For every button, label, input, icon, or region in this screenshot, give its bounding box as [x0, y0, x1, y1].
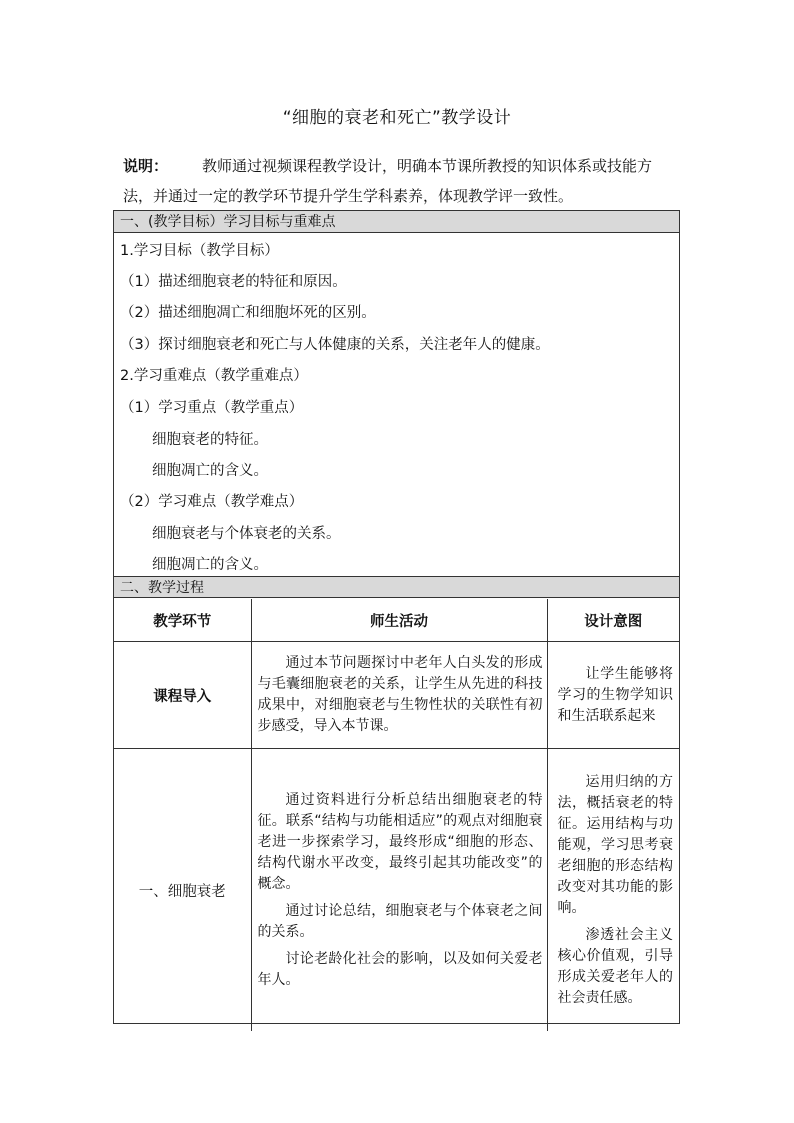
objectives-section-heading: 一、(教学目标）学习目标与重难点 — [114, 211, 679, 233]
process-section-heading: 二、教学过程 — [114, 576, 679, 598]
activity-paragraph: 通过讨论总结，细胞衰老与个体衰老之间的关系。 — [257, 902, 543, 940]
objective-line: 细胞凋亡的含义。 — [152, 463, 268, 479]
intent-paragraph: 让学生能够将学习的生物学知识和生活联系起来 — [557, 665, 673, 724]
intent-paragraph: 运用归纳的方法，概括衰老的特征。运用结构与功能观，学习思考衰老细胞的形态结构改变对其功能的影响。 — [557, 773, 673, 916]
activities-cell — [251, 642, 547, 749]
intro-label: 说明： — [123, 157, 169, 175]
stage-cell: 课程导入 — [114, 642, 251, 749]
intro-paragraph — [123, 151, 683, 211]
intro-text-1: 教师通过视频课程教学设计，明确本节课所教授的知识体系或技能方 — [202, 157, 653, 175]
intent-cell — [547, 642, 679, 749]
objective-line: （1）描述细胞衰老的特征和原因。 — [120, 274, 347, 290]
intent-paragraph: 渗透社会主义核心价值观，引导形成关爱老年人的社会责任感。 — [557, 926, 673, 1006]
column-header-intent: 设计意图 — [547, 599, 679, 642]
intro-line-2: 法，并通过一定的教学环节提升学生学科素养，体现教学评一致性。 — [123, 187, 574, 205]
objective-line: 2.学习重难点（教学重难点） — [120, 368, 308, 384]
table-row — [114, 749, 679, 1032]
objective-line: 细胞衰老的特征。 — [152, 432, 268, 448]
activity-paragraph: 通过本节问题探讨中老年人白头发的形成与毛囊细胞衰老的关系，让学生从先进的科技成果中，对细胞衰老与生物性状的关联性有初步感受，导入本节课。 — [257, 655, 543, 734]
objective-line: （2）学习难点（教学难点） — [120, 494, 304, 510]
objective-line: （2）描述细胞凋亡和细胞坏死的区别。 — [120, 305, 376, 321]
objective-line: （1）学习重点（教学重点） — [120, 400, 304, 416]
table-header-row — [114, 599, 679, 642]
intent-cell — [547, 749, 679, 1032]
activity-paragraph: 通过资料进行分析总结出细胞衰老的特征。联系“结构与功能相适应”的观点对细胞衰老进一步探索学习，最终形成“细胞的形态、结构代谢水平改变，最终引起其功能改变”的概念。 — [257, 791, 543, 892]
column-header-stage: 教学环节 — [114, 599, 251, 642]
lesson-plan-table — [113, 210, 680, 1024]
document-title: “细胞的衰老和死亡”教学设计 — [282, 108, 512, 128]
activity-paragraph: 讨论老龄化社会的影响，以及如何关爱老年人。 — [257, 950, 543, 988]
objective-line: 细胞凋亡的含义。 — [152, 557, 268, 573]
activities-cell — [251, 749, 547, 1032]
objective-line: 细胞衰老与个体衰老的关系。 — [152, 526, 341, 542]
stage-cell: 一、细胞衰老 — [114, 749, 251, 1032]
objective-line: 1.学习目标（教学目标） — [120, 243, 279, 259]
teaching-process-table — [114, 599, 679, 1031]
objective-line: （3）探讨细胞衰老和死亡与人体健康的关系，关注老年人的健康。 — [120, 337, 550, 353]
table-row — [114, 642, 679, 749]
intro-line-1 — [123, 151, 683, 181]
column-header-activities: 师生活动 — [251, 599, 547, 642]
